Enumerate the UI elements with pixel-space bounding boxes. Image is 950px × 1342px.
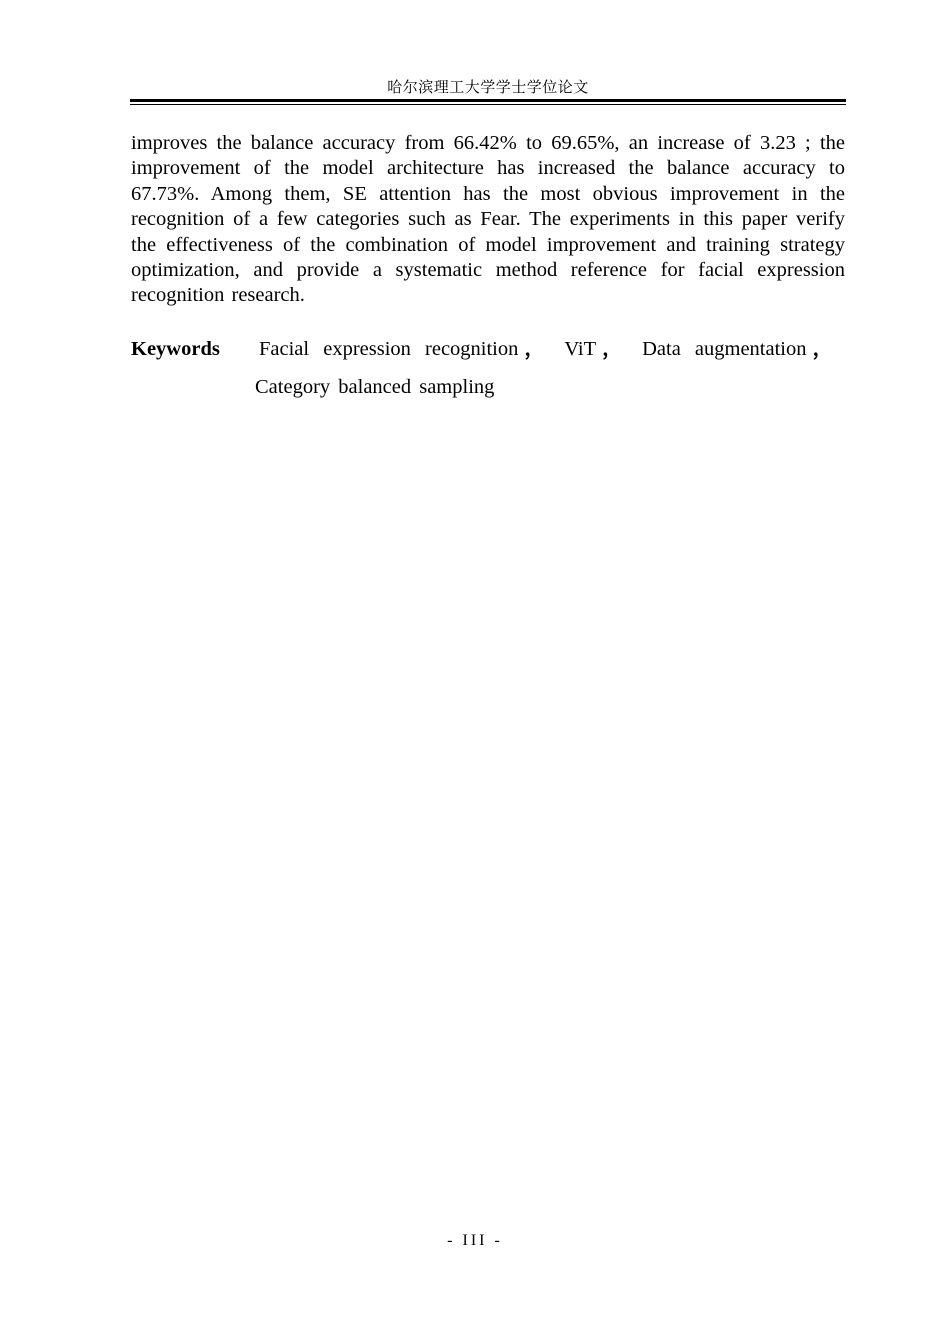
keyword-item: ViT ， <box>564 338 623 360</box>
keywords-line-2 <box>255 374 494 400</box>
header-rule-thick <box>130 99 846 102</box>
page-number: - III - <box>447 1232 503 1249</box>
abstract-paragraph: improves the balance accuracy from 66.42% to 69.65%, an increase of 3.23 ; the improvement of the model architecture has increased the balance accuracy to 67.73%. Among them, SE attention has the most obvious improvement in the recognition of a few categories such as Fear. The experiments in this paper verify the effectiveness of the combination of model improvement and training strategy optimization, and provide a systematic method reference for facial expression recognition research. <box>131 132 845 307</box>
header-rule-thin <box>130 104 846 105</box>
keywords-line-1 <box>259 336 833 362</box>
running-header: 哈尔滨理工大学学士学位论文 <box>387 80 589 96</box>
keyword-item: Facial expression recognition ， <box>259 338 545 360</box>
keywords-label: Keywords <box>131 338 220 360</box>
keyword-item: Category balanced sampling <box>255 376 495 398</box>
keyword-item: Data augmentation ， <box>642 338 833 360</box>
